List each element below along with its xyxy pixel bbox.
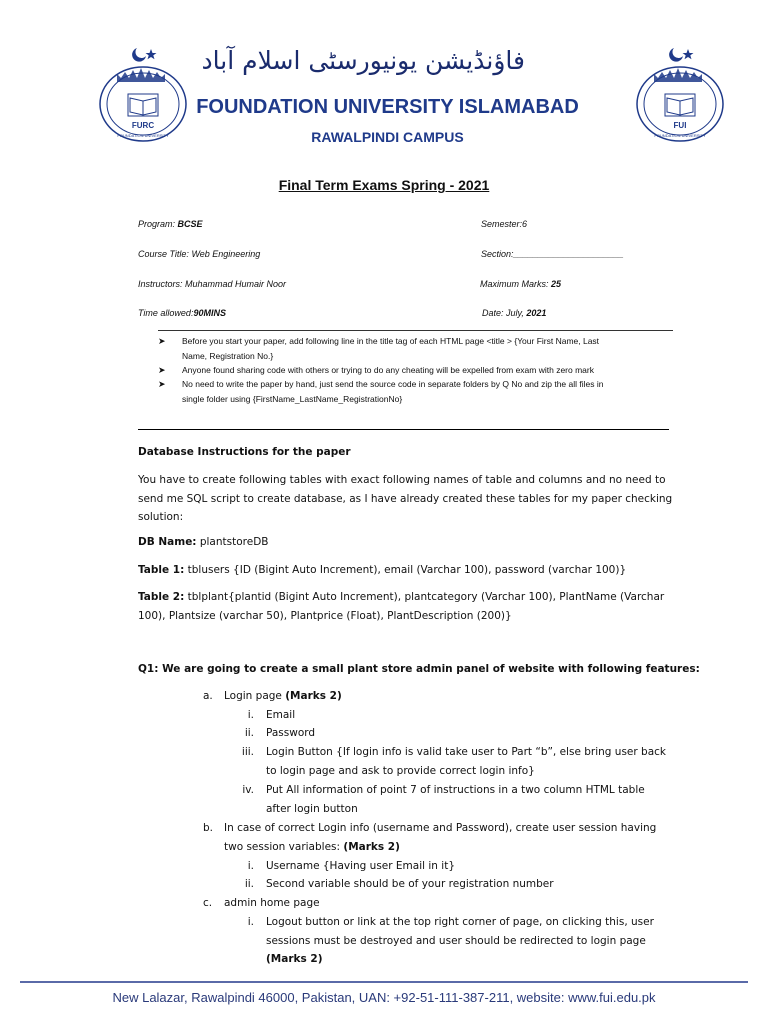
item-a: Login page (Marks 2): [224, 690, 342, 702]
course-title-field: Course Title: Web Engineering: [138, 249, 261, 259]
furc-logo: [97, 42, 189, 142]
exam-title: Final Term Exams Spring - 2021: [278, 177, 490, 193]
section-field: Section:______________________: [481, 249, 624, 259]
university-name: FOUNDATION UNIVERSITY ISLAMABAD: [196, 96, 579, 118]
footer-address: New Lalazar, Rawalpindi 46000, Pakistan, UAN: +92-51-111-387-211, website: www.fui.edu.pk: [112, 990, 656, 1005]
arrow-bullet-icon: ➤: [158, 365, 166, 375]
item-b: In case of correct Login info (username and Password), create user session having two session variables: (Marks 2): [224, 822, 657, 853]
db-intro: You have to create following tables with exact following names of table and columns and no need to send me SQL script to create database, as I have already created these tables for my paper checking solution:: [138, 474, 673, 523]
semester-field: Semester:6: [481, 219, 528, 229]
item-b-marker: b.: [203, 822, 214, 834]
q1-heading: Q1: We are going to create a small plant store admin panel of website with following features:: [138, 663, 700, 675]
item-c-i: Logout button or link at the top right corner of page, on clicking this, user sessions must be destroyed and user should be redirected to login page (Marks 2): [266, 916, 654, 965]
roman-marker: ii.: [244, 727, 254, 739]
fui-logo-ring-text: FOUNDATION UNIVERSITY: [654, 133, 706, 138]
urdu-university-title: فاؤنڈیشن یونیورسٹی اسلام آباد: [201, 46, 525, 75]
item-c: admin home page: [224, 897, 320, 909]
fui-logo-text: FUI: [673, 121, 687, 130]
roman-marker: iv.: [242, 784, 254, 796]
time-allowed-field: Time allowed:90MINS: [138, 308, 226, 318]
program-field: Program: BCSE: [138, 219, 203, 229]
roman-marker: i.: [247, 709, 254, 721]
arrow-bullet-icon: ➤: [158, 379, 166, 389]
furc-logo-text: FURC: [131, 121, 155, 130]
footer-divider: [20, 981, 748, 983]
item-b-ii: Second variable should be of your registration number: [266, 878, 554, 890]
furc-logo-ring-text: FOUNDATION UNIVERSITY: [117, 133, 169, 138]
item-b-i: Username {Having user Email in it}: [266, 860, 455, 872]
roman-marker: i.: [247, 860, 254, 872]
item-a-i: Email: [266, 709, 296, 721]
db-heading: Database Instructions for the paper: [138, 446, 351, 458]
instructor-field: Instructors: Muhammad Humair Noor: [138, 279, 287, 289]
max-marks-field: Maximum Marks: 25: [480, 279, 562, 289]
arrow-bullet-icon: ➤: [158, 336, 166, 346]
campus-name: RAWALPINDI CAMPUS: [311, 129, 464, 145]
date-field: Date: July, 2021: [482, 308, 547, 318]
table-2-definition: Table 2: tblplant{plantid (Bigint Auto Increment), plantcategory (Varchar 100), PlantName (Varchar 100), Plantsize (varchar 50), Plantprice (Float), PlantDescription (200)}: [138, 591, 665, 622]
roman-marker: iii.: [241, 746, 254, 758]
meta-divider: [158, 330, 673, 331]
item-a-iii: Login Button {If login info is valid take user to Part “b”, else bring user back to login page and ask to provide correct login info}: [266, 746, 666, 777]
item-a-marker: a.: [203, 690, 213, 702]
item-a-iv: Put All information of point 7 of instructions in a two column HTML table after login button: [266, 784, 645, 815]
roman-marker: i.: [247, 916, 254, 928]
table-1-definition: Table 1: tblusers {ID (Bigint Auto Increment), email (Varchar 100), password (varchar 100)}: [138, 564, 627, 576]
fui-logo: [634, 42, 726, 142]
item-a-ii: Password: [266, 727, 316, 739]
instructions-divider: [138, 429, 669, 430]
item-c-marker: c.: [203, 897, 213, 909]
roman-marker: ii.: [244, 878, 254, 890]
db-name: DB Name: plantstoreDB: [138, 536, 269, 548]
